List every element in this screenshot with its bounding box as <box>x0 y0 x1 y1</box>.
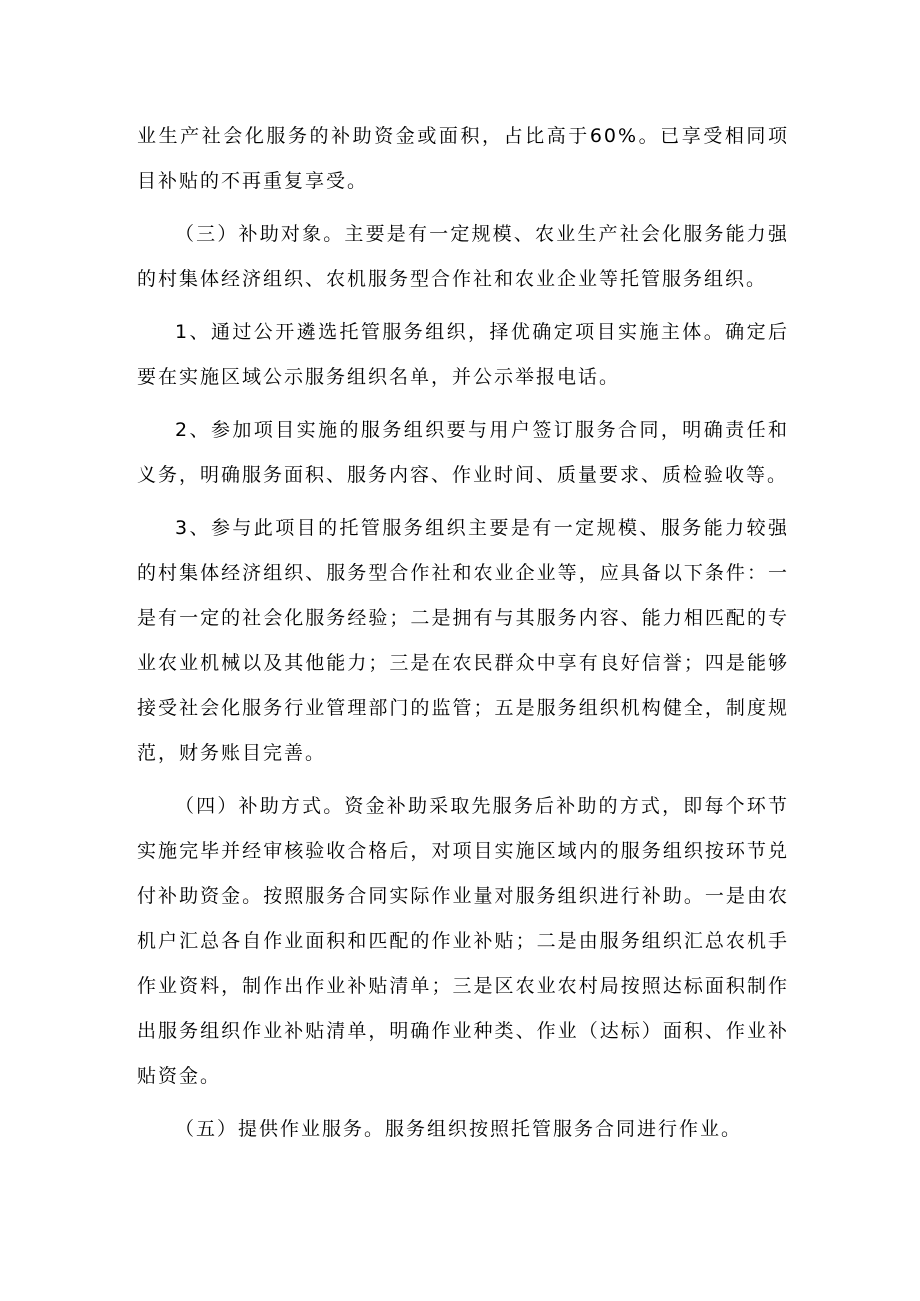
paragraph-item-1: 1、通过公开遴选托管服务组织，择优确定项目实施主体。确定后要在实施区域公示服务组织名单，并公示举报电话。 <box>137 321 789 388</box>
paragraph-continuation: 业生产社会化服务的补助资金或面积，占比高于60%。已享受相同项目补贴的不再重复享受。 <box>137 125 789 192</box>
paragraph-subsidy-method: （四）补助方式。资金补助采取先服务后补助的方式，即每个环节实施完毕并经审核验收合格后，对项目实施区域内的服务组织按环节兑付补助资金。按照服务合同实际作业量对服务组织进行补助。一是由农机户汇总各自作业面积和匹配的作业补贴；二是由服务组织汇总农机手作业资料，制作出作业补贴清单；三是区农业农村局按照达标面积制作出服务组织作业补贴清单，明确作业种类、作业（达标）面积、作业补贴资金。 <box>137 795 789 1087</box>
paragraph-item-2: 2、参加项目实施的服务组织要与用户签订服务合同，明确责任和义务，明确服务面积、服务内容、作业时间、质量要求、质检验收等。 <box>137 419 789 486</box>
paragraph-subsidy-target: （三）补助对象。主要是有一定规模、农业生产社会化服务能力强的村集体经济组织、农机服务型合作社和农业企业等托管服务组织。 <box>137 223 789 290</box>
paragraph-item-3: 3、参与此项目的托管服务组织主要是有一定规模、服务能力较强的村集体经济组织、服务型合作社和农业企业等，应具备以下条件：一是有一定的社会化服务经验；二是拥有与其服务内容、能力相匹配的专业农业机械以及其他能力；三是在农民群众中享有良好信誉；四是能够接受社会化服务行业管理部门的监管；五是服务组织机构健全，制度规范，财务账目完善。 <box>137 517 789 764</box>
paragraph-service-provision: （五）提供作业服务。服务组织按照托管服务合同进行作业。 <box>175 1118 743 1140</box>
document-body <box>137 114 789 1160</box>
